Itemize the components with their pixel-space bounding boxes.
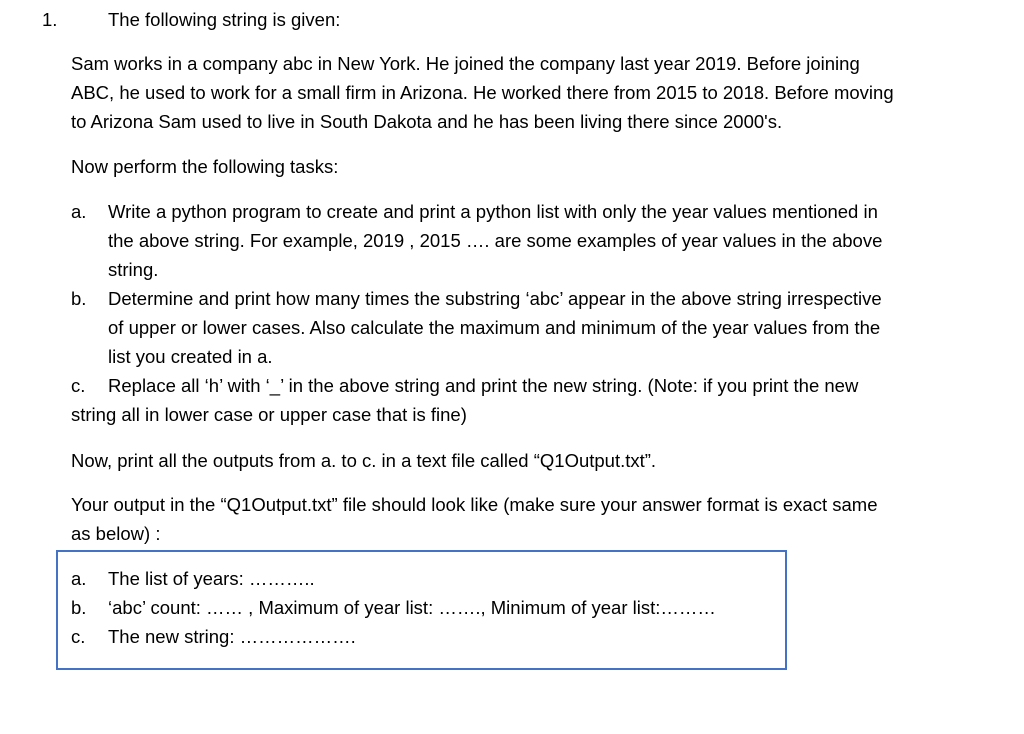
task-b-line-2: of upper or lower cases. Also calculate the maximum and minimum of the year values from the — [108, 317, 881, 338]
question-number: 1. — [42, 9, 58, 30]
task-c-label: c. — [71, 375, 86, 396]
tasks-intro: Now perform the following tasks: — [71, 156, 339, 177]
task-c-line-2: string all in lower case or upper case that is fine) — [71, 404, 467, 425]
question-heading: The following string is given: — [108, 9, 341, 30]
task-c-line-1: Replace all ‘h’ with ‘_’ in the above string and print the new string. (Note: if you print the new — [108, 375, 859, 396]
task-b-line-1: Determine and print how many times the substring ‘abc’ appear in the above string irrespective — [108, 288, 882, 309]
given-string-line-3: to Arizona Sam used to live in South Dakota and he has been living there since 2000's. — [71, 111, 783, 132]
output-a-label: a. — [71, 568, 87, 589]
task-a-line-3: string. — [108, 259, 159, 280]
print-instruction: Now, print all the outputs from a. to c. in a text file called “Q1Output.txt”. — [71, 450, 657, 471]
output-c-label: c. — [71, 626, 86, 647]
task-a-line-2: the above string. For example, 2019 , 2015 …. are some examples of year values in the above — [108, 230, 883, 251]
given-string-line-1: Sam works in a company abc in New York. He joined the company last year 2019. Before joining — [71, 53, 860, 74]
task-b-label: b. — [71, 288, 87, 309]
task-a-line-1: Write a python program to create and print a python list with only the year values mentioned in — [108, 201, 878, 222]
output-a-text: The list of years: ……….. — [108, 568, 315, 589]
output-intro-line-1: Your output in the “Q1Output.txt” file should look like (make sure your answer format is exact same — [71, 494, 878, 515]
output-c-text: The new string: ………………. — [108, 626, 356, 647]
given-string-line-2: ABC, he used to work for a small firm in Arizona. He worked there from 2015 to 2018. Before moving — [71, 82, 894, 103]
task-a-label: a. — [71, 201, 87, 222]
output-b-text: ‘abc’ count: …… , Maximum of year list: ……., Minimum of year list:……… — [108, 597, 716, 618]
output-intro-line-2: as below) : — [71, 523, 161, 544]
task-b-line-3: list you created in a. — [108, 346, 273, 367]
output-b-label: b. — [71, 597, 87, 618]
